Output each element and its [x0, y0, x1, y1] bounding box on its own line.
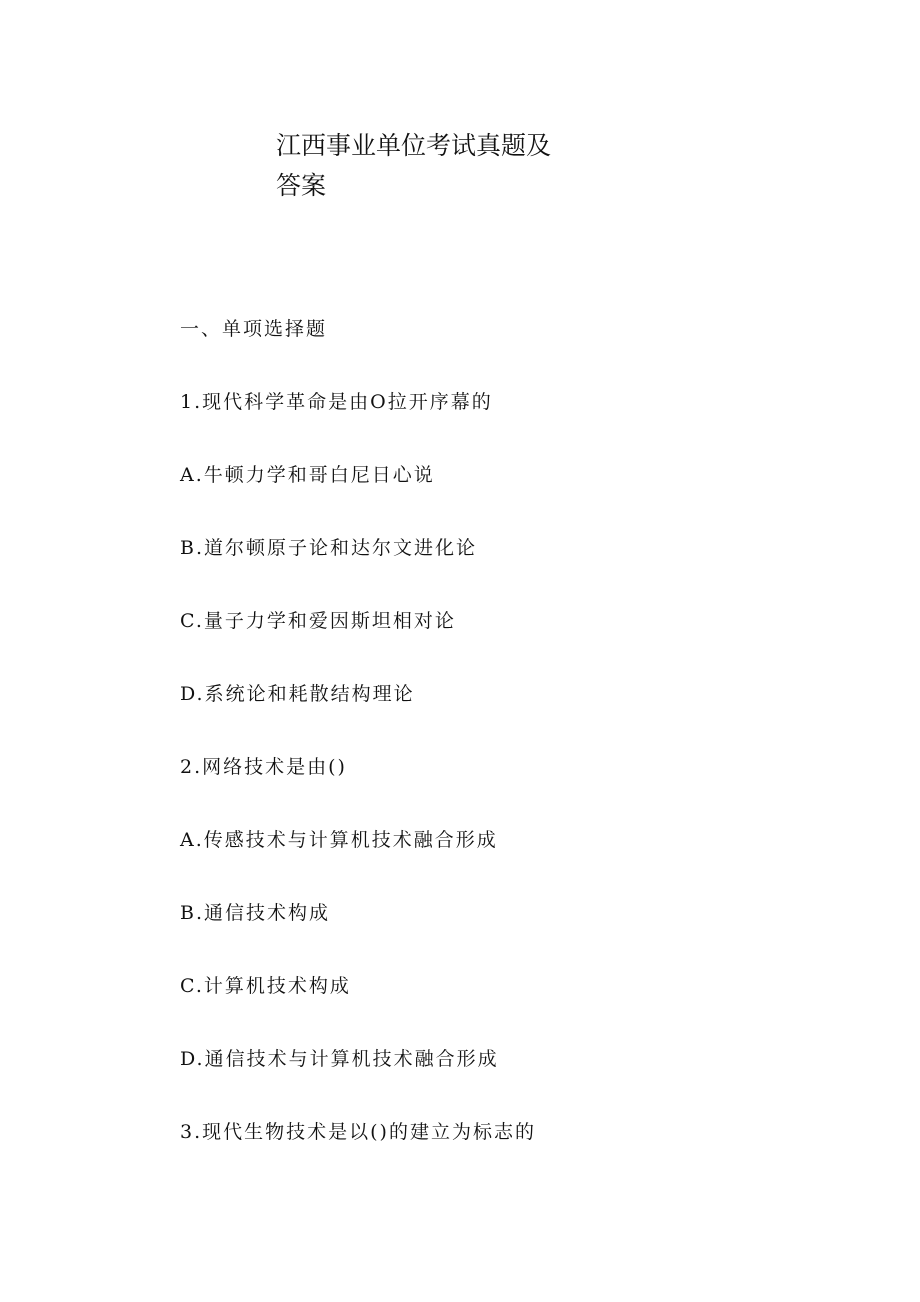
question-2-option-a: A.传感技术与计算机技术融合形成 [180, 829, 498, 851]
question-2-option-b: B.通信技术构成 [180, 902, 331, 924]
title-line-2: 答案 [276, 171, 327, 200]
question-1-option-b: B.道尔顿原子论和达尔文进化论 [180, 537, 478, 559]
title-line-1: 江西事业单位考试真题及 [276, 131, 552, 160]
question-1: 1.现代科学革命是由O拉开序幕的 [180, 391, 493, 413]
section-heading: 一、单项选择题 [180, 318, 328, 340]
question-2-option-d: D.通信技术与计算机技术融合形成 [180, 1048, 499, 1070]
question-1-option-c: C.量子力学和爱因斯坦相对论 [180, 610, 456, 632]
question-1-option-d: D.系统论和耗散结构理论 [180, 683, 415, 705]
question-3: 3.现代生物技术是以()的建立为标志的 [180, 1121, 536, 1143]
question-1-option-a: A.牛顿力学和哥白尼日心说 [180, 464, 435, 486]
question-2: 2.网络技术是由() [180, 756, 347, 778]
document-title [276, 126, 566, 206]
question-2-option-c: C.计算机技术构成 [180, 975, 351, 997]
